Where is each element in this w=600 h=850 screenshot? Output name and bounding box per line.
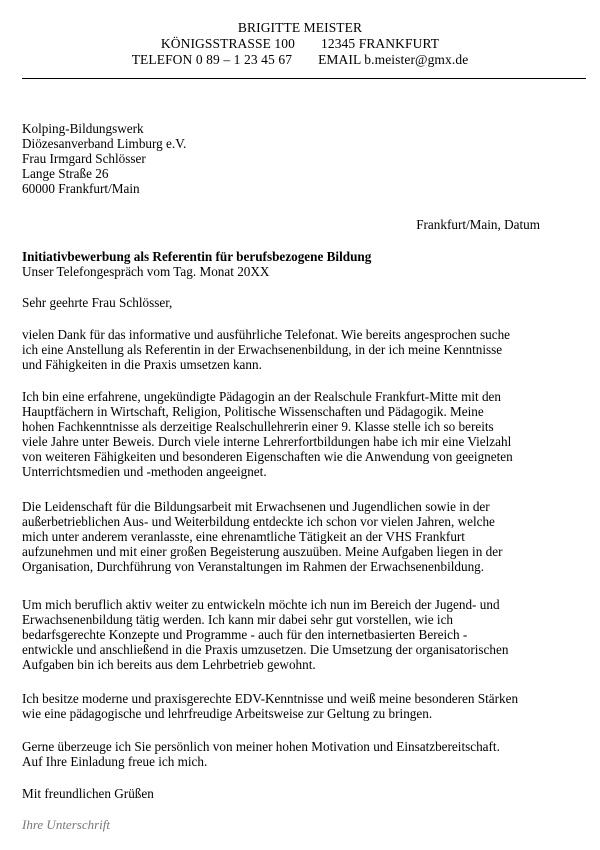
recipient-line: Lange Straße 26	[22, 166, 109, 181]
paragraph-line: Ich bin eine erfahrene, ungekündigte Pädagogin an der Realschule Frankfurt-Mitte mit den	[22, 389, 501, 404]
paragraph-line: bedarfsgerechte Konzepte und Programme - auch für den internetbasierten Bereich -	[22, 627, 468, 642]
paragraph-line: mich unter anderem veranlasste, eine ehrenamtliche Tätigkeit an der VHS Frankfurt	[22, 529, 465, 544]
paragraph-line: Aufgaben bin ich bereits aus dem Lehrbetrieb gewohnt.	[22, 657, 316, 672]
paragraph-line: Gerne überzeuge ich Sie persönlich von meiner hohen Motivation und Einsatzbereitschaft.	[22, 739, 500, 754]
paragraph-line: und Fähigkeiten in die Praxis umsetzen kann.	[22, 357, 262, 372]
letterhead	[0, 20, 600, 68]
body-paragraph	[22, 499, 542, 574]
paragraph-line: von weiteren Fähigkeiten und besonderen Eigenschaften wie die Anwendung von geeigneten	[22, 449, 513, 464]
sender-phone: TELEFON 0 89 – 1 23 45 67	[131, 52, 293, 67]
recipient-address	[22, 121, 542, 196]
paragraph-line: viele Jahre unter Beweis. Durch viele interne Lehrerfortbildungen habe ich mir eine Vielzahl	[22, 434, 512, 449]
paragraph-line: Unterrichtsmedien und -methoden angeeignet.	[22, 464, 267, 479]
sender-email: EMAIL b.meister@gmx.de	[318, 52, 469, 67]
recipient-line: Frau Irmgard Schlösser	[22, 151, 146, 166]
body-paragraph	[22, 739, 542, 769]
sender-address	[0, 36, 600, 52]
paragraph-line: vielen Dank für das informative und ausführliche Telefonat. Wie bereits angesprochen suche	[22, 327, 511, 342]
paragraph-line: aufzunehmen und mit einer großen Begeisterung auszuüben. Meine Aufgaben liegen in der	[22, 544, 503, 559]
paragraph-line: Um mich beruflich aktiv weiter zu entwickeln möchte ich nun im Bereich der Jugend- und	[22, 597, 500, 612]
paragraph-line: entwickle und anschließend in die Praxis umzusetzen. Die Umsetzung der organisatorischen	[22, 642, 509, 657]
recipient-line: Diözesanverband Limburg e.V.	[22, 136, 187, 151]
sender-name: BRIGITTE MEISTER	[237, 20, 363, 35]
sender-city: 12345 FRANKFURT	[321, 36, 440, 51]
signature-placeholder: Ihre Unterschrift	[22, 817, 110, 832]
recipient-line: Kolping-Bildungswerk	[22, 121, 144, 136]
paragraph-line: Erwachsenenbildung tätig werden. Ich kann mir dabei sehr gut vorstellen, wie ich	[22, 612, 454, 627]
salutation: Sehr geehrte Frau Schlösser,	[22, 295, 173, 310]
body-paragraph	[22, 597, 542, 672]
paragraph-line: hohen Fachkenntnisse als derzeitige Realschullehrerin einer 9. Klasse stelle ich so bereits	[22, 419, 494, 434]
paragraph-line: außerbetrieblichen Aus- und Weiterbildung entdeckte ich schon vor vielen Jahren, welche	[22, 514, 495, 529]
place-date: Frankfurt/Main, Datum	[416, 217, 540, 232]
sender-contact	[0, 52, 600, 68]
paragraph-line: ich eine Anstellung als Referentin in der Erwachsenenbildung, in der ich meine Kenntnisse	[22, 342, 503, 357]
paragraph-line: wie eine pädagogische und lehrfreudige Arbeitsweise zur Geltung zu bringen.	[22, 706, 433, 721]
paragraph-line: Organisation, Durchführung von Veranstaltungen im Rahmen der Erwachsenenbildung.	[22, 559, 485, 574]
subject-block	[22, 249, 542, 279]
paragraph-line: Ich besitze moderne und praxisgerechte EDV-Kenntnisse und weiß meine besonderen Stärken	[22, 691, 519, 706]
sender-street: KÖNIGSSTRASSE 100	[160, 36, 295, 51]
body-paragraph	[22, 327, 542, 372]
closing: Mit freundlichen Grüßen	[22, 786, 154, 801]
subject-line: Initiativbewerbung als Referentin für berufsbezogene Bildung	[22, 249, 372, 264]
paragraph-line: Die Leidenschaft für die Bildungsarbeit mit Erwachsenen und Jugendlichen sowie in der	[22, 499, 490, 514]
reference-line: Unser Telefongespräch vom Tag. Monat 20XX	[22, 264, 270, 279]
header-divider	[22, 78, 586, 79]
body-paragraph	[22, 389, 542, 479]
paragraph-line: Auf Ihre Einladung freue ich mich.	[22, 754, 208, 769]
paragraph-line: Hauptfächern in Wirtschaft, Religion, Politische Wissenschaften und Pädagogik. Meine	[22, 404, 484, 419]
recipient-line: 60000 Frankfurt/Main	[22, 181, 140, 196]
body-paragraph	[22, 691, 542, 721]
